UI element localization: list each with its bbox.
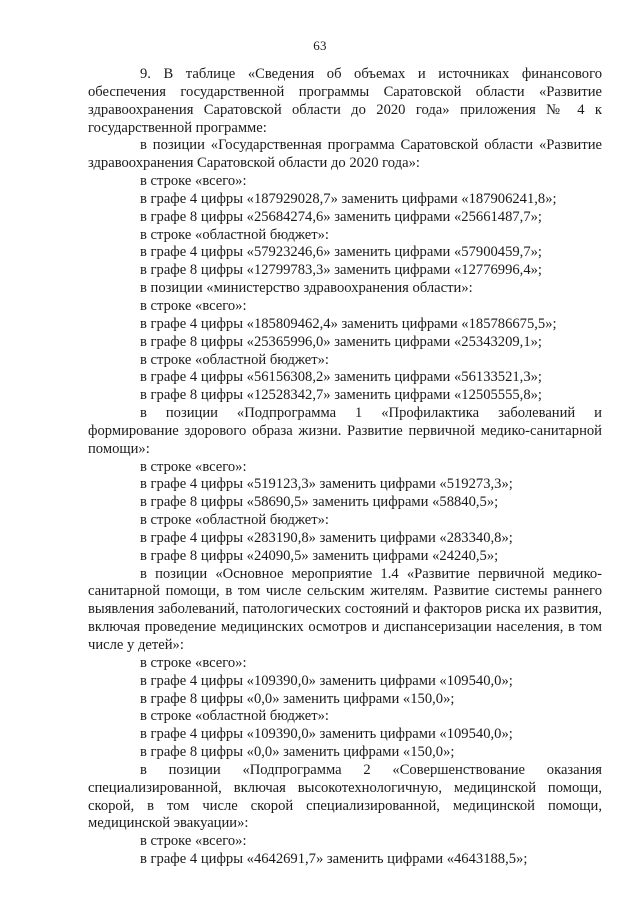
paragraph: в графе 4 цифры «283190,8» заменить цифрами «283340,8»;: [140, 529, 513, 546]
paragraph: в графе 8 цифры «0,0» заменить цифрами «150,0»;: [140, 690, 455, 707]
paragraph: в строке «всего»:: [140, 173, 247, 190]
paragraph: в строке «областной бюджет»:: [140, 351, 329, 368]
paragraph: в графе 8 цифры «25684274,6» заменить цифрами «25661487,7»;: [140, 208, 542, 225]
paragraph: в графе 4 цифры «109390,0» заменить цифрами «109540,0»;: [140, 672, 513, 689]
paragraph: в графе 8 цифры «0,0» заменить цифрами «150,0»;: [140, 744, 455, 761]
paragraph: в позиции «министерство здравоохранения области»:: [140, 280, 473, 297]
paragraph: в графе 8 цифры «12528342,7» заменить цифрами «12505555,8»;: [140, 387, 542, 404]
paragraph: в строке «всего»:: [140, 833, 247, 850]
paragraph: в графе 8 цифры «25365996,0» заменить цифрами «25343209,1»;: [140, 333, 542, 350]
paragraph: в графе 8 цифры «24090,5» заменить цифрами «24240,5»;: [140, 547, 499, 564]
paragraph: в позиции «Основное мероприятие 1.4 «Развитие первичной медико-санитарной помощи, в том числе сельским жителям. Развитие системы раннего выявления заболеваний, патологических состояний и факторов риска их развития, включая проведение медицинских осмотров и диспансеризации населения, в том числе у детей»:: [88, 565, 602, 653]
paragraph: в графе 4 цифры «57923246,6» заменить цифрами «57900459,7»;: [140, 244, 542, 261]
paragraph: в графе 4 цифры «56156308,2» заменить цифрами «56133521,3»;: [140, 369, 542, 386]
paragraph: в строке «областной бюджет»:: [140, 708, 329, 725]
paragraph: в графе 4 цифры «4642691,7» заменить цифрами «4643188,5»;: [140, 851, 528, 868]
paragraph: в графе 4 цифры «185809462,4» заменить цифрами «185786675,5»;: [140, 315, 557, 332]
paragraph: в строке «областной бюджет»:: [140, 226, 329, 243]
page-number: 63: [313, 38, 327, 53]
document-body: [88, 66, 602, 869]
paragraph: в графе 4 цифры «187929028,7» заменить цифрами «187906241,8»;: [140, 190, 557, 207]
paragraph: в строке «всего»:: [140, 458, 247, 475]
paragraph: в позиции «Государственная программа Саратовской области «Развитие здравоохранения Саратовской области до 2020 года»:: [88, 137, 602, 172]
paragraph: 9. В таблице «Сведения об объемах и источниках финансового обеспечения государственной программы Саратовской области «Развитие здравоохранения Саратовской области до 2020 года» приложения № 4 к государственной программе:: [88, 66, 602, 136]
paragraph: в строке «областной бюджет»:: [140, 512, 329, 529]
paragraph: в графе 8 цифры «58690,5» заменить цифрами «58840,5»;: [140, 494, 499, 511]
paragraph: в строке «всего»:: [140, 297, 247, 314]
paragraph: в позиции «Подпрограмма 1 «Профилактика заболеваний и формирование здорового образа жизни. Развитие первичной медико-санитарной помощи»:: [88, 405, 602, 457]
paragraph: в графе 8 цифры «12799783,3» заменить цифрами «12776996,4»;: [140, 262, 542, 279]
paragraph: в графе 4 цифры «109390,0» заменить цифрами «109540,0»;: [140, 726, 513, 743]
paragraph: в графе 4 цифры «519123,3» заменить цифрами «519273,3»;: [140, 476, 513, 493]
paragraph: в строке «всего»:: [140, 654, 247, 671]
paragraph: в позиции «Подпрограмма 2 «Совершенствование оказания специализированной, включая высокотехнологичную, медицинской помощи, скорой, в том числе скорой специализированной, медицинской помощи, медицинской эвакуации»:: [88, 761, 602, 832]
